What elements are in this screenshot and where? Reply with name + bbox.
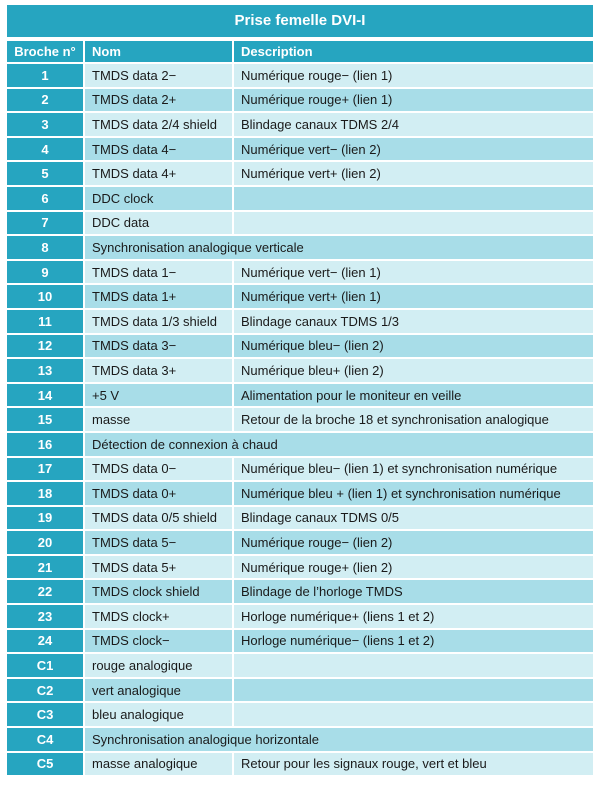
pin-number: 20 — [7, 531, 83, 554]
pin-number: 6 — [7, 187, 83, 210]
pin-name: TMDS data 1/3 shield — [85, 310, 232, 333]
pin-number: 14 — [7, 384, 83, 407]
table-row — [7, 384, 593, 407]
header-description: Description — [234, 41, 593, 62]
pin-name: TMDS data 2/4 shield — [85, 113, 232, 136]
pin-description: Numérique rouge+ (lien 2) — [234, 556, 593, 579]
pin-description — [234, 212, 593, 235]
pin-description — [234, 187, 593, 210]
pin-description: Alimentation pour le moniteur en veille — [234, 384, 593, 407]
pin-number: 7 — [7, 212, 83, 235]
pin-description: Numérique rouge− (lien 1) — [234, 64, 593, 87]
pin-description — [234, 703, 593, 726]
pin-number: 23 — [7, 605, 83, 628]
table-row — [7, 605, 593, 628]
pin-number: C5 — [7, 753, 83, 776]
pin-name: TMDS data 0− — [85, 458, 232, 481]
header-row — [7, 41, 593, 62]
table-row — [7, 162, 593, 185]
pin-number: 12 — [7, 335, 83, 358]
pin-name: TMDS data 4− — [85, 138, 232, 161]
table-row — [7, 408, 593, 431]
table-row — [7, 482, 593, 505]
pin-number: 18 — [7, 482, 83, 505]
pin-number: C2 — [7, 679, 83, 702]
pin-number: 5 — [7, 162, 83, 185]
pin-number: 21 — [7, 556, 83, 579]
table-row — [7, 556, 593, 579]
pin-name: DDC data — [85, 212, 232, 235]
pin-name: TMDS data 5− — [85, 531, 232, 554]
pin-description: Horloge numérique+ (liens 1 et 2) — [234, 605, 593, 628]
pin-description: Numérique bleu− (lien 2) — [234, 335, 593, 358]
pin-number: 22 — [7, 580, 83, 603]
table-row — [7, 531, 593, 554]
pin-name: +5 V — [85, 384, 232, 407]
table-row — [7, 728, 593, 751]
dvi-pinout-document — [7, 5, 593, 777]
pin-name: TMDS data 1− — [85, 261, 232, 284]
pin-number: 3 — [7, 113, 83, 136]
pin-number: 9 — [7, 261, 83, 284]
pin-name: rouge analogique — [85, 654, 232, 677]
pin-description: Horloge numérique− (liens 1 et 2) — [234, 630, 593, 653]
table-row — [7, 236, 593, 259]
pin-description: Blindage canaux TDMS 1/3 — [234, 310, 593, 333]
table-row — [7, 113, 593, 136]
table-row — [7, 433, 593, 456]
pin-number: 8 — [7, 236, 83, 259]
pin-description: Numérique vert+ (lien 1) — [234, 285, 593, 308]
pin-name: TMDS data 2− — [85, 64, 232, 87]
header-pin: Broche n° — [7, 41, 83, 62]
pin-description: Retour de la broche 18 et synchronisation analogique — [234, 408, 593, 431]
table-row — [7, 630, 593, 653]
pin-description — [234, 679, 593, 702]
pin-name: DDC clock — [85, 187, 232, 210]
table-row — [7, 507, 593, 530]
table-row — [7, 138, 593, 161]
pin-name: Synchronisation analogique verticale — [85, 236, 593, 259]
pin-description: Numérique vert− (lien 2) — [234, 138, 593, 161]
pin-name: TMDS data 0+ — [85, 482, 232, 505]
pin-name: TMDS clock shield — [85, 580, 232, 603]
table-row — [7, 654, 593, 677]
pin-number: 13 — [7, 359, 83, 382]
pin-description: Numérique bleu− (lien 1) et synchronisation numérique — [234, 458, 593, 481]
pin-name: Synchronisation analogique horizontale — [85, 728, 593, 751]
pin-number: 24 — [7, 630, 83, 653]
pin-number: 15 — [7, 408, 83, 431]
pin-description: Blindage canaux TDMS 0/5 — [234, 507, 593, 530]
pin-name: TMDS data 5+ — [85, 556, 232, 579]
table-row — [7, 753, 593, 776]
pin-number: 10 — [7, 285, 83, 308]
table-row — [7, 285, 593, 308]
pin-name: masse analogique — [85, 753, 232, 776]
table-row — [7, 335, 593, 358]
table-row — [7, 64, 593, 87]
pin-name: TMDS data 3+ — [85, 359, 232, 382]
pin-description: Numérique bleu+ (lien 2) — [234, 359, 593, 382]
pin-name: masse — [85, 408, 232, 431]
pin-number: 16 — [7, 433, 83, 456]
pinout-table — [5, 39, 595, 777]
pin-number: 11 — [7, 310, 83, 333]
pin-name: Détection de connexion à chaud — [85, 433, 593, 456]
pin-name: TMDS data 0/5 shield — [85, 507, 232, 530]
pin-number: 17 — [7, 458, 83, 481]
pin-description: Numérique bleu + (lien 1) et synchronisation numérique — [234, 482, 593, 505]
pin-description: Numérique vert+ (lien 2) — [234, 162, 593, 185]
table-row — [7, 679, 593, 702]
pin-name: TMDS data 3− — [85, 335, 232, 358]
pin-description: Numérique rouge− (lien 2) — [234, 531, 593, 554]
pin-name: TMDS data 2+ — [85, 89, 232, 112]
table-row — [7, 187, 593, 210]
pin-number: 2 — [7, 89, 83, 112]
pin-description: Blindage de l’horloge TMDS — [234, 580, 593, 603]
pin-description: Numérique rouge+ (lien 1) — [234, 89, 593, 112]
table-row — [7, 310, 593, 333]
pin-number: 4 — [7, 138, 83, 161]
table-row — [7, 703, 593, 726]
pin-description — [234, 654, 593, 677]
pin-name: vert analogique — [85, 679, 232, 702]
pin-description: Blindage canaux TDMS 2/4 — [234, 113, 593, 136]
pin-description: Retour pour les signaux rouge, vert et bleu — [234, 753, 593, 776]
pin-name: TMDS data 4+ — [85, 162, 232, 185]
table-title: Prise femelle DVI-I — [7, 5, 593, 37]
table-row — [7, 359, 593, 382]
pin-number: 19 — [7, 507, 83, 530]
table-row — [7, 580, 593, 603]
pin-name: TMDS clock+ — [85, 605, 232, 628]
pin-number: C1 — [7, 654, 83, 677]
table-row — [7, 212, 593, 235]
pin-number: C4 — [7, 728, 83, 751]
pin-number: C3 — [7, 703, 83, 726]
table-row — [7, 261, 593, 284]
table-row — [7, 458, 593, 481]
pin-name: bleu analogique — [85, 703, 232, 726]
pin-name: TMDS clock− — [85, 630, 232, 653]
header-name: Nom — [85, 41, 232, 62]
pin-name: TMDS data 1+ — [85, 285, 232, 308]
pin-number: 1 — [7, 64, 83, 87]
pin-description: Numérique vert− (lien 1) — [234, 261, 593, 284]
table-row — [7, 89, 593, 112]
